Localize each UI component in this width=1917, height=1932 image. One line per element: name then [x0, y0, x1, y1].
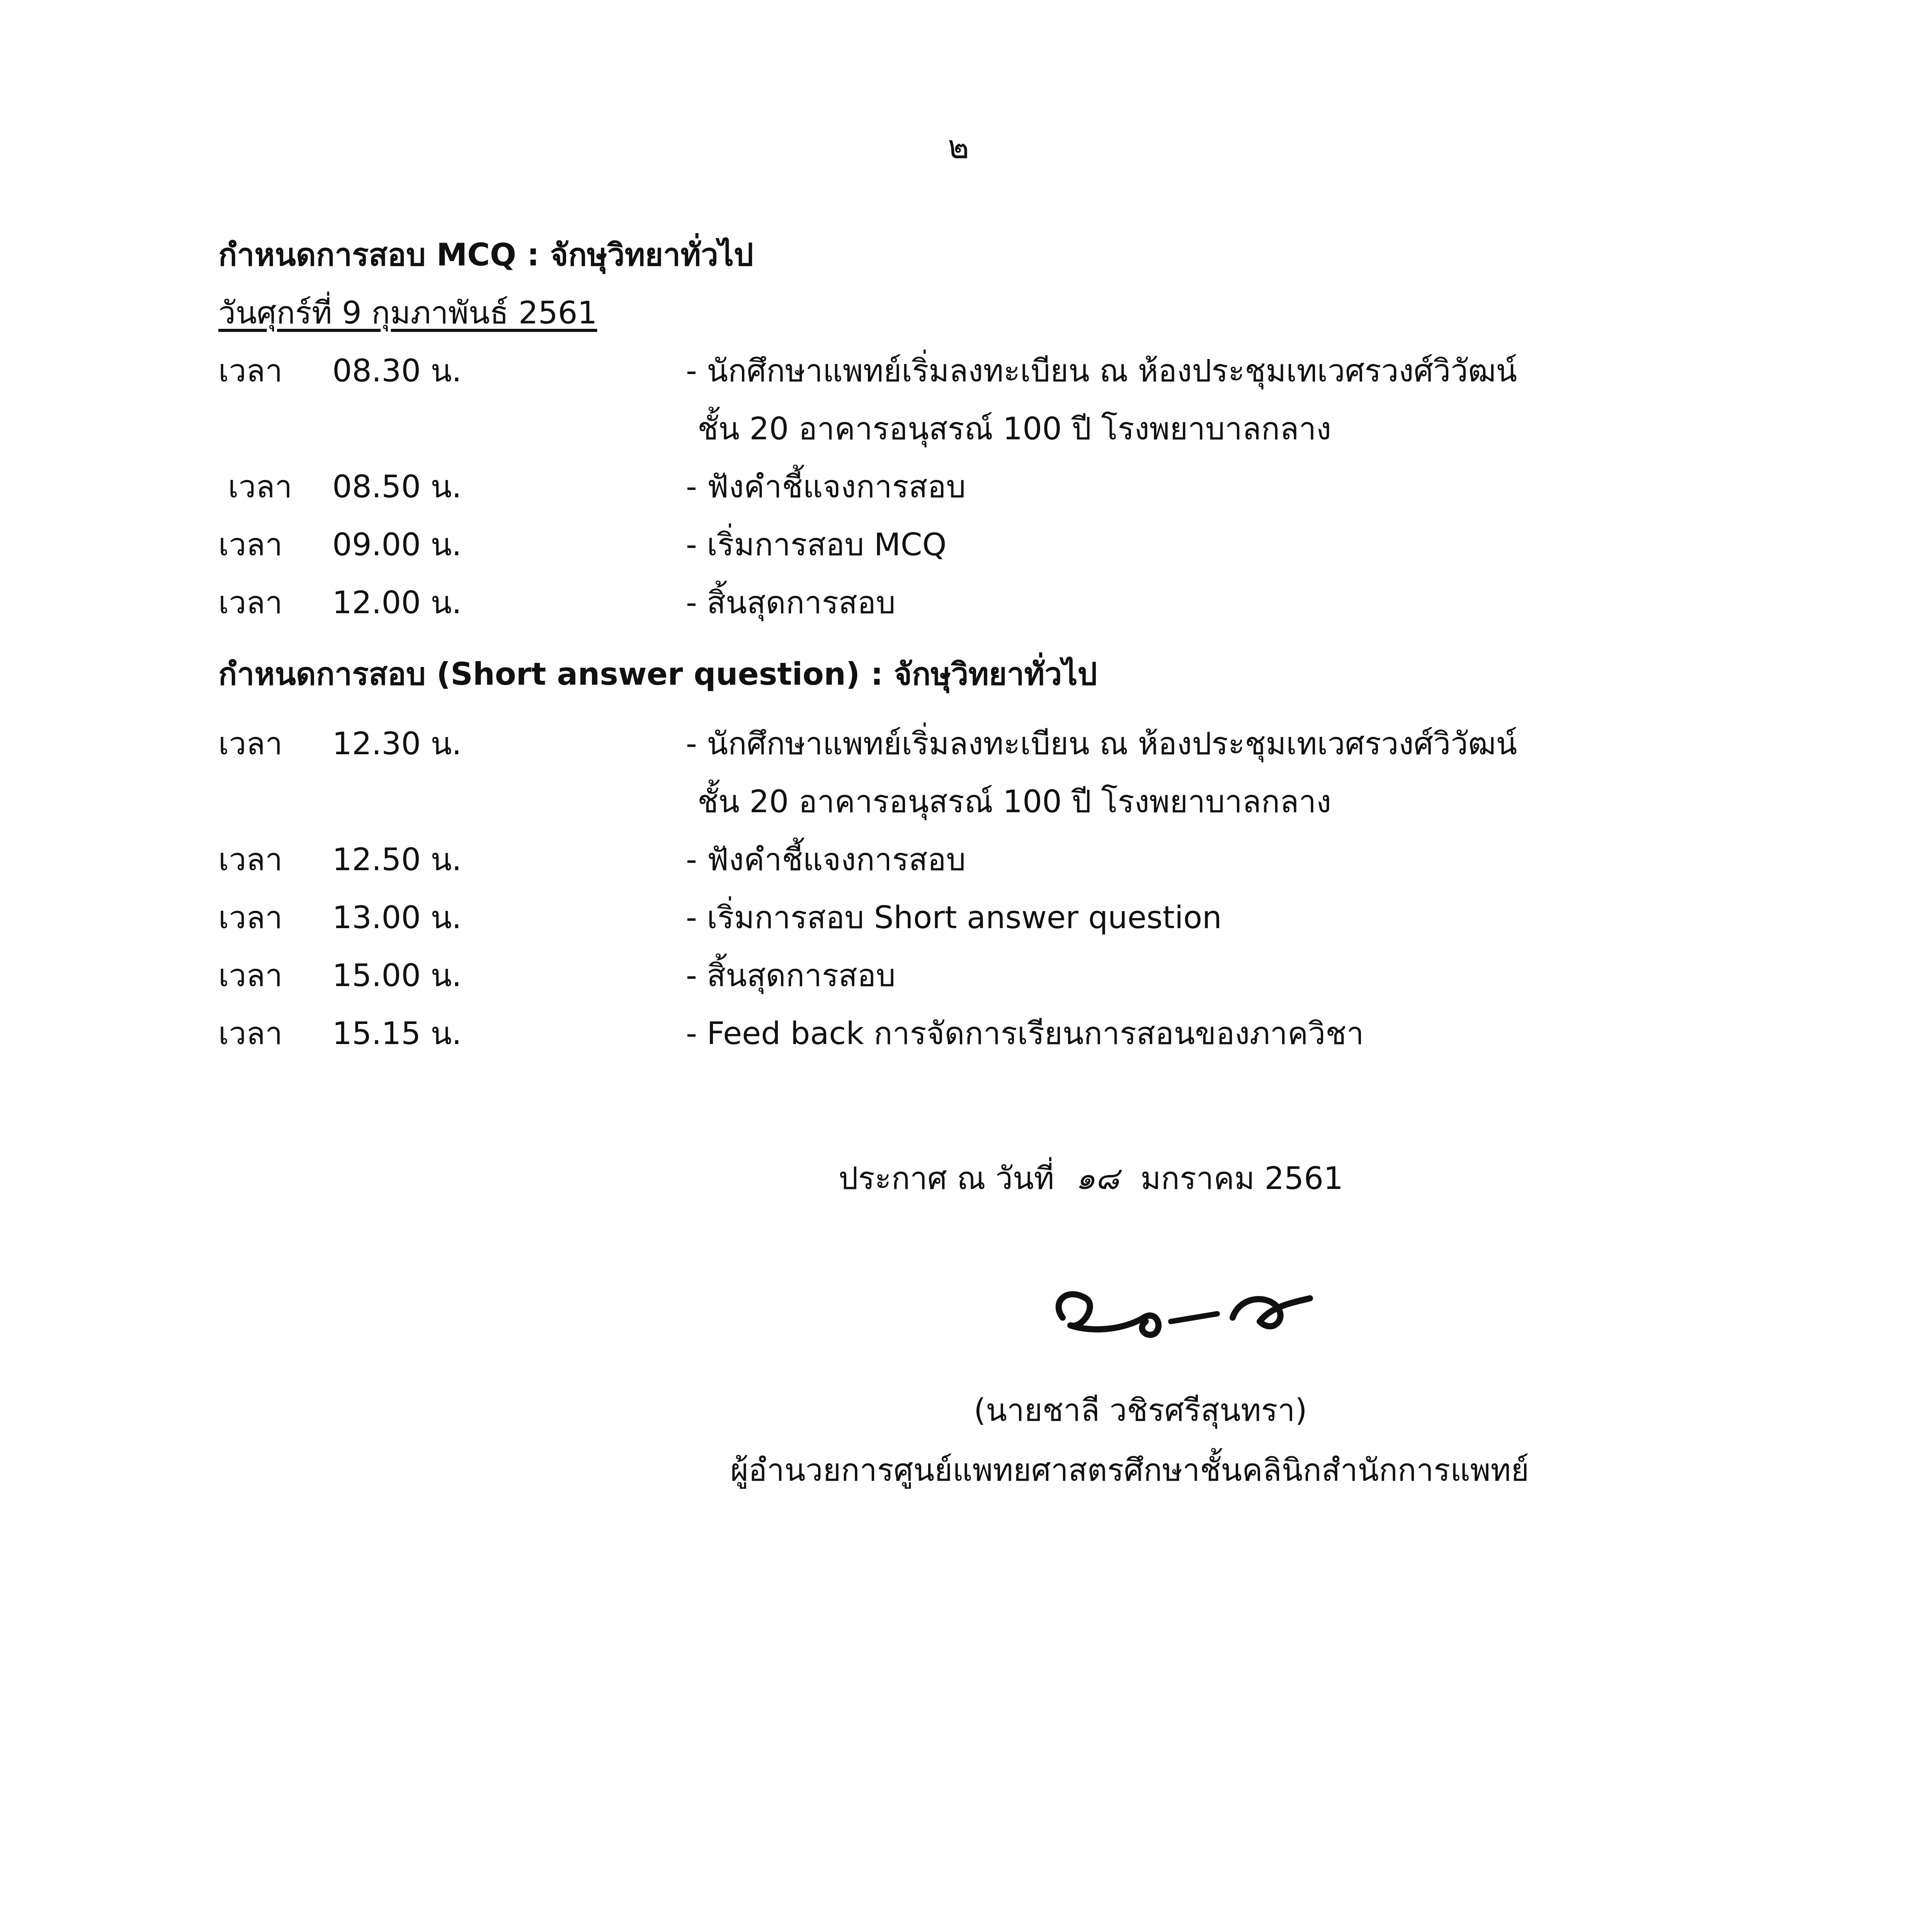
time-label: เวลา: [218, 585, 283, 621]
schedule-description: - Feed back การจัดการเรียนการสอนของภาควิชา: [686, 1015, 1364, 1051]
schedule-row: [0, 1012, 1917, 1059]
schedule-row-continuation: [0, 408, 1917, 454]
schedule-description: - เริ่มการสอบ Short answer question: [686, 900, 1222, 935]
mcq-section-heading: กำหนดการสอบ MCQ : จักษุวิทยาทั่วไป: [218, 237, 754, 273]
time-label: เวลา: [218, 726, 283, 762]
schedule-row: [0, 723, 1917, 769]
schedule-description: - นักศึกษาแพทย์เริ่มลงทะเบียน ณ ห้องประชุมเทเวศรวงศ์วิวัฒน์: [686, 726, 1517, 762]
schedule-row: [0, 838, 1917, 885]
schedule-row: [0, 582, 1917, 628]
time-value: 15.15 น.: [332, 1015, 462, 1051]
announcement-month-year: มกราคม 2561: [1140, 1160, 1343, 1196]
schedule-description: - สิ้นสุดการสอบ: [686, 585, 896, 621]
time-value: 12.00 น.: [332, 585, 462, 621]
schedule-row: [0, 524, 1917, 570]
mcq-exam-date: วันศุกร์ที่ 9 กุมภาพันธ์ 2561: [218, 295, 597, 331]
time-value: 09.00 น.: [332, 527, 462, 563]
announcement-line: [839, 1157, 1343, 1200]
schedule-row: [0, 954, 1917, 1001]
page-number: ๒: [947, 128, 970, 166]
time-label: เวลา: [218, 842, 283, 878]
announcement-prefix: ประกาศ ณ วันที่: [839, 1160, 1055, 1196]
schedule-description-continued: ชั้น 20 อาคารอนุสรณ์ 100 ปี โรงพยาบาลกลาง: [697, 784, 1332, 820]
schedule-row: [0, 896, 1917, 943]
time-value: 12.50 น.: [332, 842, 462, 878]
announcement-day: ๑๘: [1075, 1160, 1119, 1196]
schedule-row: [0, 350, 1917, 396]
time-label: เวลา: [218, 1015, 283, 1051]
schedule-description: - นักศึกษาแพทย์เริ่มลงทะเบียน ณ ห้องประชุมเทเวศรวงศ์วิวัฒน์: [686, 353, 1517, 389]
time-label: เวลา: [218, 527, 283, 563]
handwritten-signature: [1039, 1271, 1333, 1352]
schedule-row-continuation: [0, 781, 1917, 827]
time-label: เวลา: [228, 469, 293, 505]
time-value: 08.30 น.: [332, 353, 462, 389]
signer-title: ผู้อำนวยการศูนย์แพทยศาสตรศึกษาชั้นคลินิกสำนักการแพทย์: [730, 1452, 1529, 1488]
time-label: เวลา: [218, 900, 283, 935]
time-label: เวลา: [218, 353, 283, 389]
time-value: 13.00 น.: [332, 900, 462, 935]
time-value: 08.50 น.: [332, 469, 462, 505]
signer-name: (นายชาลี วชิรศรีสุนทรา): [974, 1392, 1307, 1428]
time-label: เวลา: [218, 957, 283, 993]
schedule-description: - เริ่มการสอบ MCQ: [686, 527, 947, 563]
schedule-description: - ฟังคำชี้แจงการสอบ: [686, 842, 966, 878]
schedule-description: - สิ้นสุดการสอบ: [686, 957, 896, 993]
time-value: 12.30 น.: [332, 726, 462, 762]
schedule-row: [0, 466, 1917, 512]
schedule-description: - ฟังคำชี้แจงการสอบ: [686, 469, 966, 505]
schedule-description-continued: ชั้น 20 อาคารอนุสรณ์ 100 ปี โรงพยาบาลกลาง: [697, 411, 1332, 447]
time-value: 15.00 น.: [332, 957, 462, 993]
saq-section-heading: กำหนดการสอบ (Short answer question) : จักษุวิทยาทั่วไป: [218, 656, 1097, 692]
